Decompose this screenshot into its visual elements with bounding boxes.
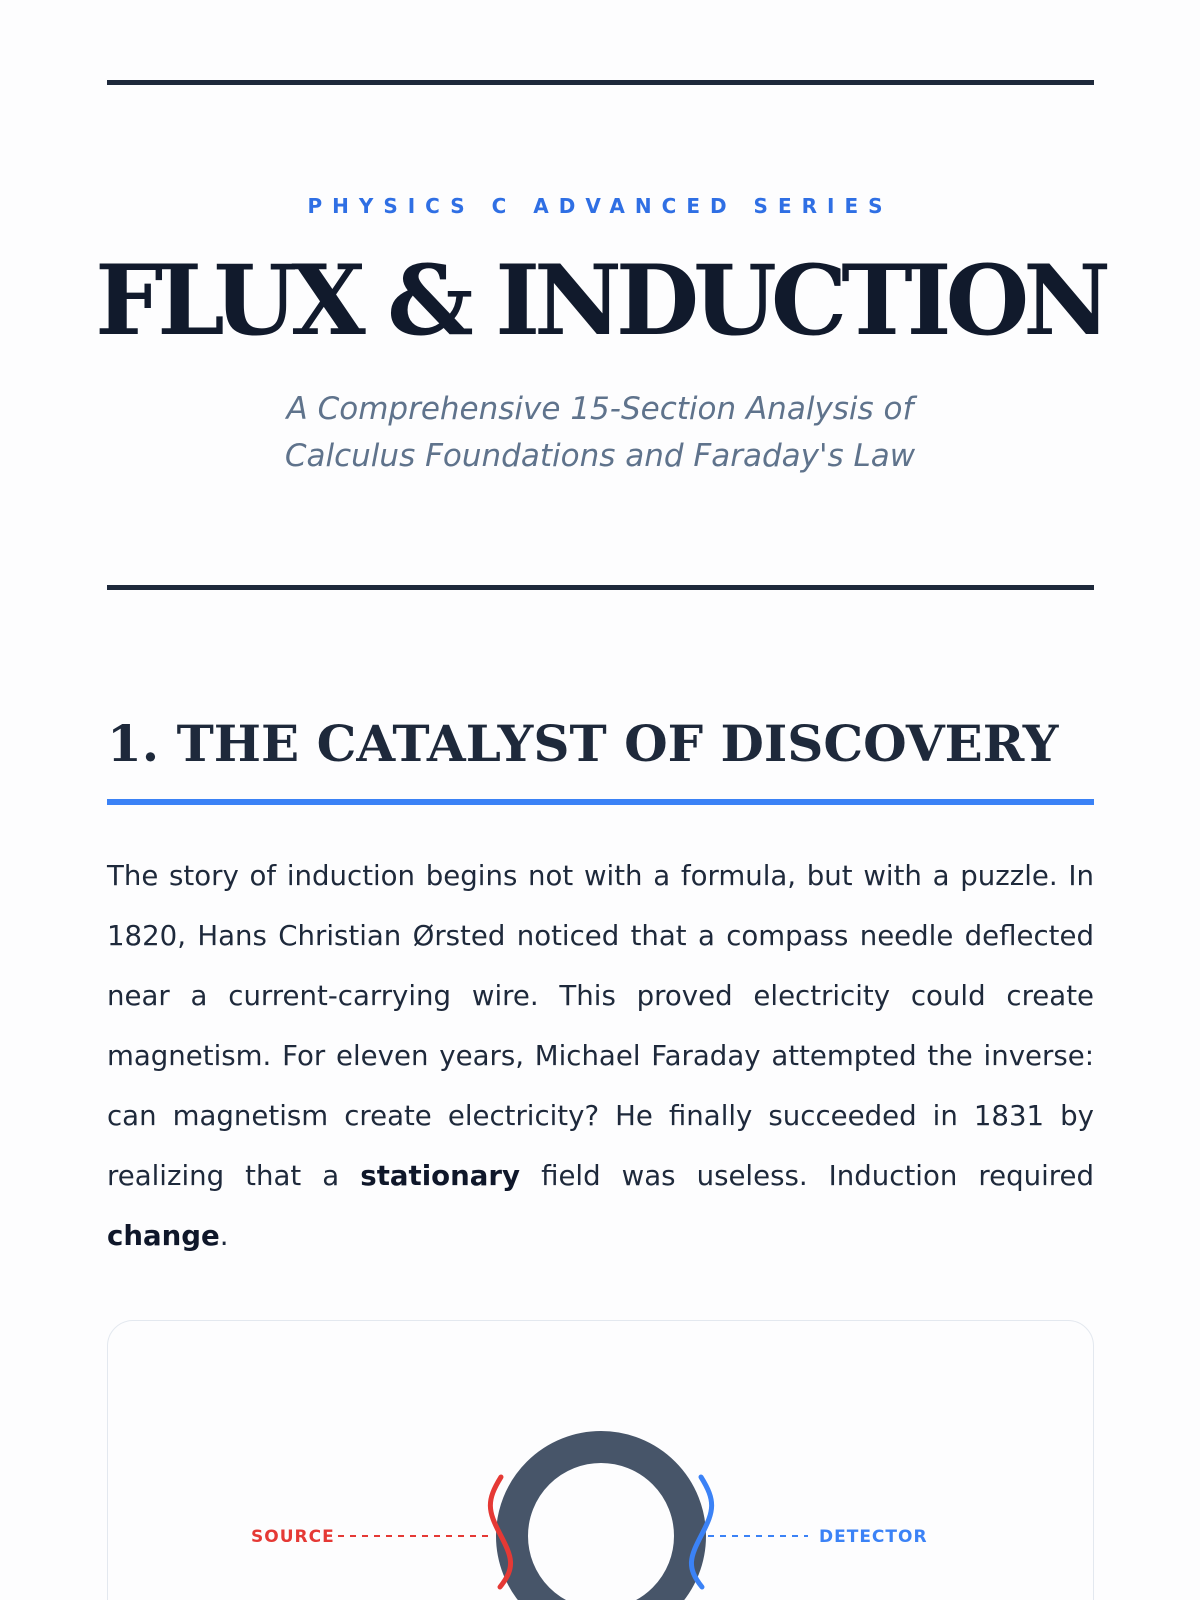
section-heading: 1. THE CATALYST OF DISCOVERY xyxy=(107,714,1059,773)
section-paragraph xyxy=(107,846,1094,1266)
page-subtitle: A Comprehensive 15-Section Analysis of Calculus Foundations and Faraday's Law xyxy=(284,391,916,474)
detector-label: DETECTOR xyxy=(819,1527,928,1547)
paragraph-text-1: The story of induction begins not with a formula, but with a puzzle. In 1820, Hans Christian Ørsted noticed that a compass needle deflected near a current-carrying wire. This proved electricity could create magnetism. For eleven years, Michael Faraday attempted the inverse: can magnetism create electricity? He finally succeeded in 1831 by realizing that a xyxy=(107,859,1094,1192)
page-title: FLUX & INDUCTION xyxy=(95,244,1105,357)
induction-diagram xyxy=(108,1321,1093,1600)
top-rule xyxy=(107,80,1094,85)
series-kicker: PHYSICS C ADVANCED SERIES xyxy=(307,194,893,218)
source-label: SOURCE xyxy=(251,1527,335,1547)
iron-ring xyxy=(512,1447,690,1600)
figure-card xyxy=(107,1320,1094,1600)
emphasis-stationary: stationary xyxy=(360,1159,520,1192)
paragraph-end: . xyxy=(219,1219,229,1252)
emphasis-change: change xyxy=(107,1219,220,1252)
header-bottom-rule xyxy=(107,585,1094,590)
section-underline xyxy=(107,799,1094,805)
paragraph-text-2: field was useless. Induction required xyxy=(541,1159,1095,1192)
